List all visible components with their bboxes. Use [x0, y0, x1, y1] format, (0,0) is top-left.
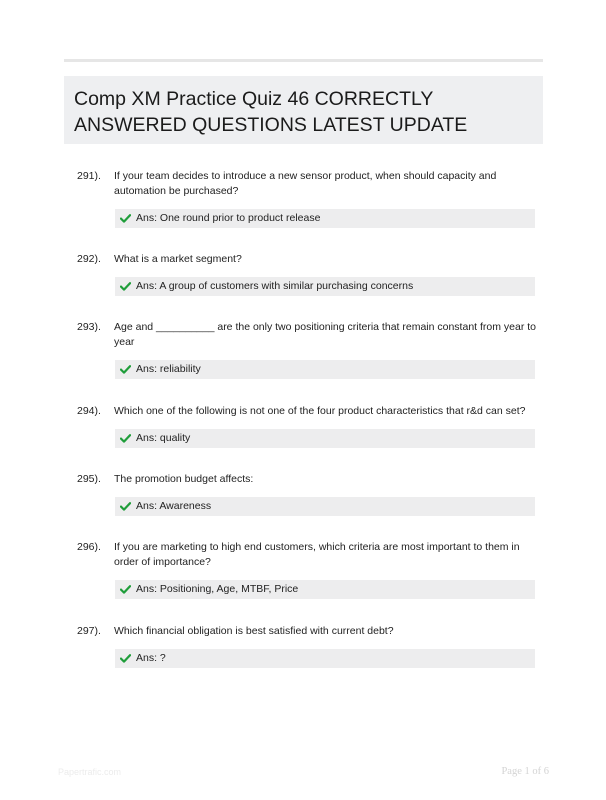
- question-text: If your team decides to introduce a new sensor product, when should capacity and automation be purchased?: [114, 170, 497, 197]
- title-banner: [64, 76, 543, 144]
- question-text: Which one of the following is not one of the four product characteristics that r&d can set?: [114, 405, 526, 417]
- answer-box: [115, 209, 535, 228]
- check-icon: [120, 502, 131, 511]
- header-divider: [64, 59, 543, 62]
- answer-text: Ans: reliability: [136, 363, 201, 375]
- question-number: 297).: [77, 625, 101, 637]
- question-number: 293).: [77, 321, 101, 333]
- answer-text: Ans: A group of customers with similar purchasing concerns: [136, 280, 414, 292]
- footer-watermark: Papertrafic.com: [58, 767, 122, 777]
- answer-box: [115, 277, 535, 296]
- question-text: What is a market segment?: [114, 253, 242, 265]
- answer-text: Ans: ?: [136, 652, 166, 664]
- question-number: 295).: [77, 473, 101, 485]
- check-icon: [120, 654, 131, 663]
- answer-text: Ans: Positioning, Age, MTBF, Price: [136, 583, 299, 595]
- answer-box: [115, 580, 535, 599]
- check-icon: [120, 434, 131, 443]
- answer-box: [115, 649, 535, 668]
- check-icon: [120, 365, 131, 374]
- check-icon: [120, 282, 131, 291]
- question-number: 292).: [77, 253, 101, 265]
- question-text: The promotion budget affects:: [114, 473, 254, 485]
- check-icon: [120, 214, 131, 223]
- question-text: If you are marketing to high end customers, which criteria are most important to them in order of importance?: [114, 541, 520, 568]
- question-number: 296).: [77, 541, 101, 553]
- answer-box: [115, 497, 535, 516]
- question-text: Which financial obligation is best satisfied with current debt?: [114, 625, 394, 637]
- question-text: Age and __________ are the only two positioning criteria that remain constant from year to year: [114, 321, 537, 348]
- answer-text: Ans: One round prior to product release: [136, 212, 321, 224]
- page-indicator: Page 1 of 6: [501, 766, 549, 777]
- question-number: 294).: [77, 405, 101, 417]
- answer-box: [115, 429, 535, 448]
- answer-box: [115, 360, 535, 379]
- answer-text: Ans: Awareness: [136, 500, 212, 512]
- question-number: 291).: [77, 170, 101, 182]
- page-title: Comp XM Practice Quiz 46 CORRECTLY ANSWERED QUESTIONS LATEST UPDATE: [74, 88, 468, 136]
- check-icon: [120, 585, 131, 594]
- answer-text: Ans: quality: [136, 432, 191, 444]
